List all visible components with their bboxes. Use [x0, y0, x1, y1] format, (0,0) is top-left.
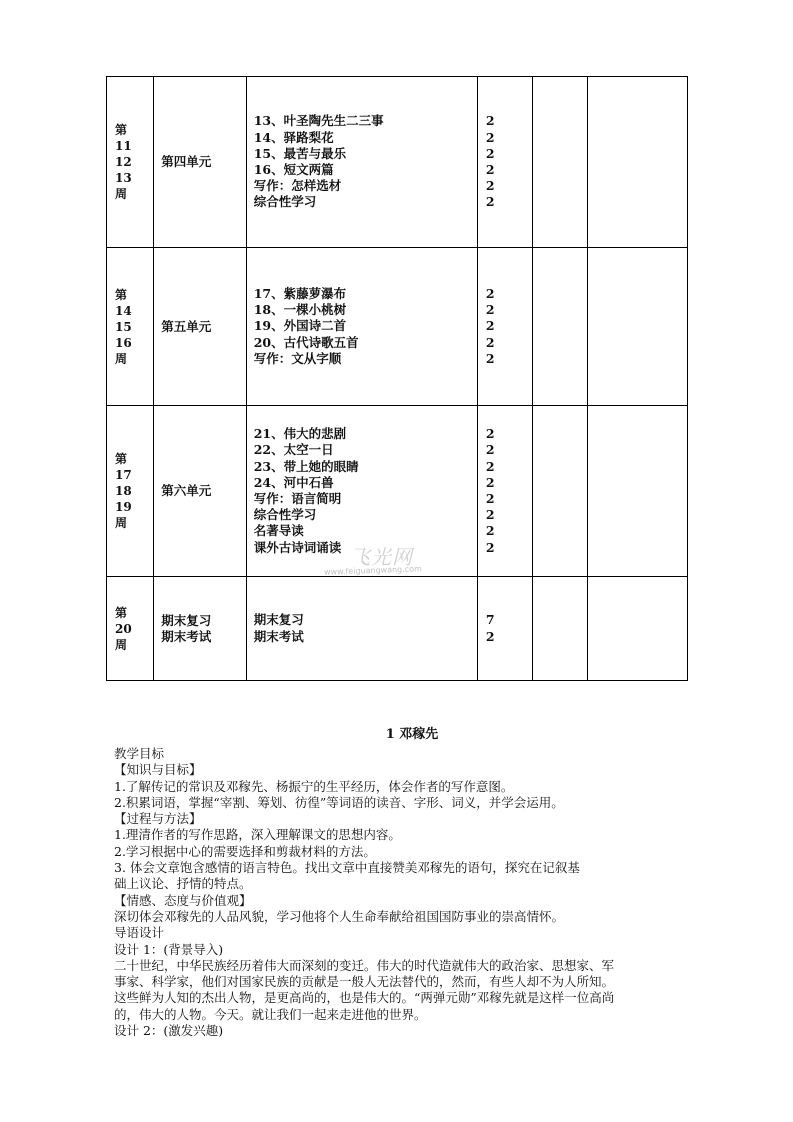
- empty-cell: [533, 77, 588, 248]
- lesson-line: 14、驿路梨花: [253, 129, 334, 145]
- hours-line: 2: [485, 350, 495, 366]
- week-line: 第: [115, 123, 128, 137]
- lesson-line: 期末复习: [253, 612, 304, 628]
- lesson-line: 综合性学习: [253, 194, 317, 210]
- week-line: 第: [115, 452, 128, 466]
- hours-line: 2: [485, 491, 495, 506]
- hours-cell: [477, 406, 532, 577]
- week-line: 周: [115, 187, 128, 201]
- schedule-row: [107, 248, 688, 406]
- lesson-line: 写作：文从字顺: [253, 350, 342, 366]
- week-line: 16: [115, 335, 132, 350]
- lesson-line: 21、伟大的悲剧: [253, 426, 347, 442]
- article-paragraph: 【过程与方法】: [114, 811, 202, 827]
- hours-line: 2: [485, 285, 495, 301]
- article-paragraph: 【情感、态度与价值观】: [114, 892, 252, 908]
- article-paragraph: 的，伟大的人物。今天。就让我们一起来走进他的世界。: [114, 1006, 427, 1022]
- week-line: 第: [115, 287, 128, 302]
- lesson-line: 24、河中石兽: [253, 474, 334, 490]
- hours-line: 2: [485, 458, 495, 474]
- lesson-line: 17、紫藤萝瀑布: [253, 285, 347, 301]
- lesson-line: 18、一棵小桃树: [253, 302, 347, 318]
- unit-line: 期末复习: [161, 612, 212, 628]
- hours-line: 2: [485, 523, 495, 539]
- week-line: 第: [115, 605, 128, 620]
- hours-cell: [477, 577, 532, 681]
- lesson-line: 19、外国诗二首: [253, 318, 347, 334]
- hours-line: 2: [485, 162, 495, 177]
- article-paragraph: 础上议论、抒情的特点。: [114, 876, 252, 892]
- article-paragraph: 事家、科学家，他们对国家民族的贡献是一般人无法替代的，然而，有些人却不为人所知。: [114, 974, 615, 990]
- unit-line: 期末考试: [161, 628, 212, 644]
- week-line: 13: [115, 171, 132, 185]
- empty-cell: [588, 577, 688, 681]
- unit-line: 第四单元: [161, 154, 212, 169]
- hours-line: 2: [485, 442, 495, 458]
- lesson-line: 16、短文两篇: [253, 162, 334, 177]
- article-paragraph: 2.积累词语，掌握“宰割、筹划、彷徨”等词语的读音、字形、词义，并学会运用。: [114, 794, 564, 810]
- schedule-row: [107, 577, 688, 681]
- watermark-url: www.feiguangwang.com: [323, 564, 422, 577]
- week-line: 18: [115, 484, 132, 498]
- lesson-line: 22、太空一日: [253, 442, 334, 458]
- article-body: [114, 746, 694, 1039]
- schedule-table: [106, 76, 688, 681]
- lesson-line: 15、最苦与最乐: [253, 145, 347, 161]
- watermark: [318, 541, 458, 581]
- watermark-logo: 飞光网: [350, 545, 413, 569]
- week-cell: [107, 77, 154, 248]
- week-line: 11: [115, 139, 132, 153]
- hours-line: 2: [485, 628, 495, 644]
- unit-cell: [154, 77, 246, 248]
- article-paragraph: 这些鲜为人知的杰出人物，是更高尚的，也是伟大的。“两弹元勋”邓稼先就是这样一位高尚: [114, 990, 615, 1006]
- week-line: 12: [115, 155, 132, 169]
- hours-line: 2: [485, 507, 495, 523]
- hours-cell: [477, 248, 532, 406]
- lesson-line: 13、叶圣陶先生二三事: [253, 113, 384, 129]
- lessons-cell: [246, 248, 477, 406]
- lesson-line: 23、带上她的眼睛: [253, 458, 359, 474]
- hours-line: 2: [485, 318, 495, 334]
- article-paragraph: 3. 体会文章饱含感情的语言特色。找出文章中直接赞美邓稼先的语句，探究在记叙基: [114, 860, 580, 876]
- hours-line: 2: [485, 334, 495, 350]
- article-title: 1 邓稼先: [385, 727, 439, 742]
- article-paragraph: 2.学习根据中心的需要选择和剪裁材料的方法。: [114, 843, 376, 859]
- article-paragraph: 深切体会邓稼先的人品风貌，学习他将个人生命奉献给祖国国防事业的崇高情怀。: [114, 908, 565, 924]
- unit-line: 第六单元: [161, 483, 212, 498]
- hours-line: 2: [485, 129, 495, 145]
- article-paragraph: 1.了解传记的常识及邓稼先、杨振宁的生平经历，体会作者的写作意图。: [114, 778, 514, 794]
- lesson-line: 写作：怎样选材: [253, 178, 342, 194]
- lesson-line: 写作：语言简明: [253, 491, 342, 506]
- lesson-line: 期末考试: [253, 628, 304, 644]
- week-line: 周: [115, 351, 128, 366]
- unit-cell: [154, 406, 246, 577]
- hours-cell: [477, 77, 532, 248]
- hours-line: 2: [485, 178, 495, 194]
- lessons-cell: [246, 577, 477, 681]
- week-line: 周: [115, 637, 128, 652]
- article: [114, 726, 694, 1039]
- article-paragraph: 设计 1：(背景导入): [114, 941, 224, 957]
- empty-cell: [533, 248, 588, 406]
- empty-cell: [588, 248, 688, 406]
- unit-cell: [154, 248, 246, 406]
- empty-cell: [588, 77, 688, 248]
- schedule-row: [107, 77, 688, 248]
- hours-line: 2: [485, 145, 495, 161]
- empty-cell: [588, 406, 688, 577]
- article-paragraph: 二十世纪，中华民族经历着伟大而深刻的变迁。伟大的时代造就伟大的政治家、思想家、军: [114, 957, 615, 973]
- week-line: 周: [115, 516, 128, 530]
- hours-line: 2: [485, 426, 495, 442]
- article-paragraph: 设计 2：(激发兴趣): [114, 1023, 224, 1039]
- week-line: 15: [115, 319, 132, 334]
- week-cell: [107, 248, 154, 406]
- hours-line: 2: [485, 302, 495, 318]
- article-paragraph: 教学目标: [114, 746, 165, 761]
- lesson-line: 综合性学习: [253, 507, 317, 523]
- unit-line: 第五单元: [161, 318, 212, 334]
- hours-line: 2: [485, 113, 495, 129]
- article-paragraph: 【知识与目标】: [114, 762, 202, 778]
- unit-cell: [154, 577, 246, 681]
- hours-line: 2: [485, 474, 495, 490]
- lessons-cell: [246, 77, 477, 248]
- lesson-line: 课外古诗词诵读: [253, 539, 342, 555]
- week-line: 17: [115, 468, 132, 482]
- week-line: 19: [115, 500, 132, 514]
- hours-line: 2: [485, 539, 495, 555]
- article-paragraph: 导语设计: [114, 925, 165, 941]
- hours-line: 2: [485, 194, 495, 210]
- week-line: 14: [115, 303, 132, 318]
- week-cell: [107, 406, 154, 577]
- empty-cell: [533, 406, 588, 577]
- lesson-line: 20、古代诗歌五首: [253, 334, 359, 350]
- lesson-line: 名著导读: [253, 523, 304, 539]
- empty-cell: [533, 577, 588, 681]
- hours-line: 7: [485, 612, 495, 628]
- week-line: 20: [115, 621, 132, 636]
- week-cell: [107, 577, 154, 681]
- article-paragraph: 1.理清作者的写作思路，深入理解课文的思想内容。: [114, 827, 401, 843]
